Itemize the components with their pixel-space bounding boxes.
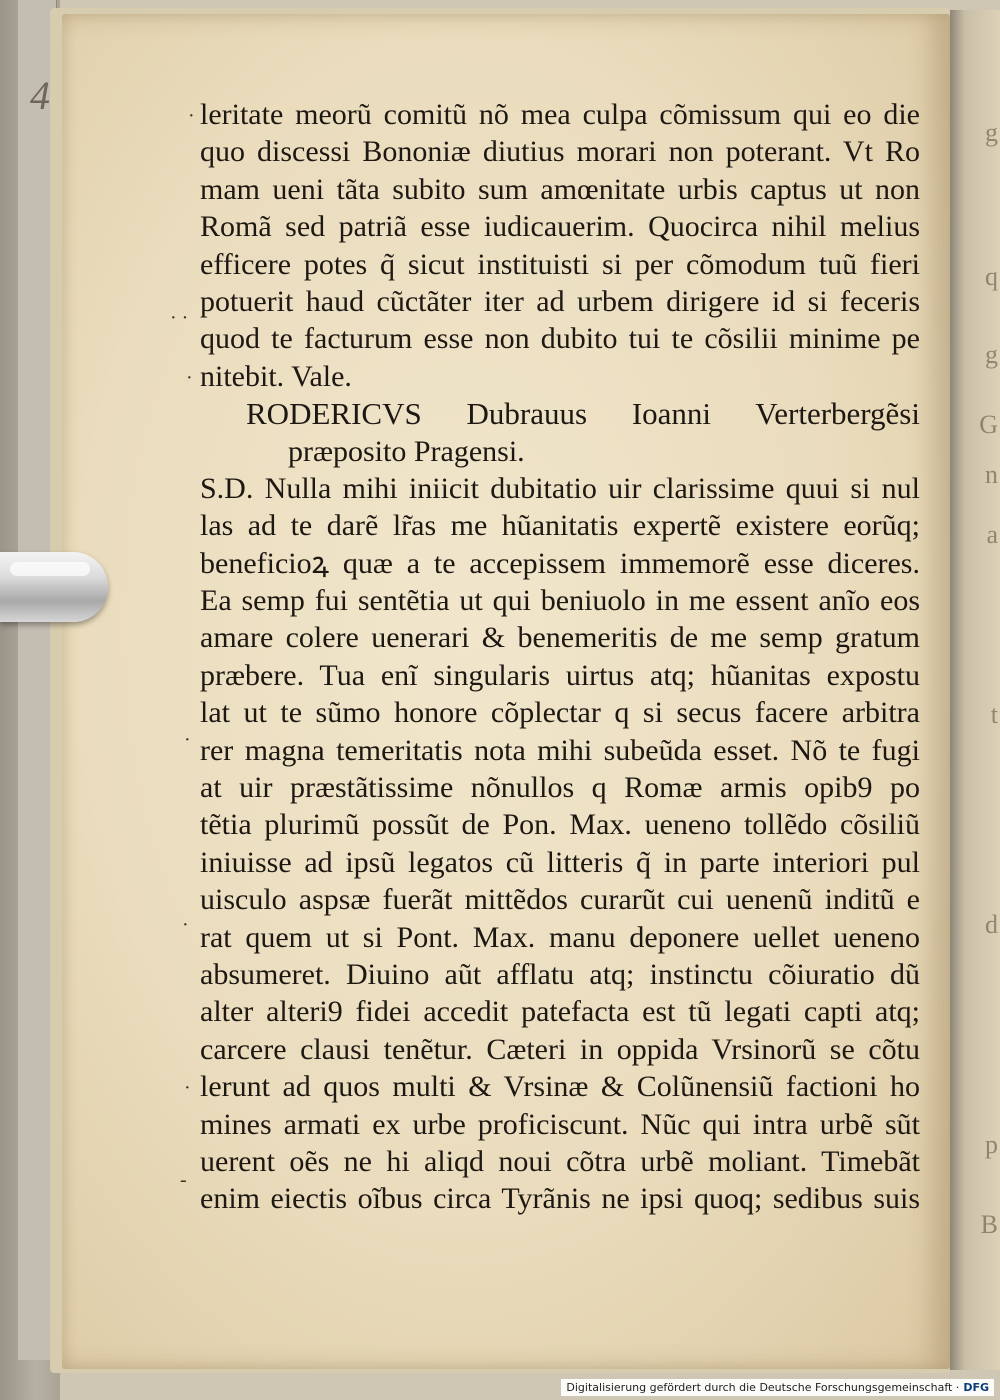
margin-mark: · — [184, 729, 191, 751]
text-line: Romã sed patriã esse iudicauerim. Quocirca nihil melius — [200, 210, 920, 244]
neighbor-letter: q — [985, 262, 998, 291]
text-line: beneficioꝝ quæ a te accepissem immemorẽ esse diceres. — [200, 546, 920, 580]
glass-page-weight — [0, 552, 108, 622]
margin-mark: · — [182, 914, 189, 936]
credit-text: Digitalisierung gefördert durch die Deutsche Forschungsgemeinschaft · — [566, 1381, 960, 1394]
text-line: at uir præstãtissime nõnullos q Romæ armis opib9 po — [200, 771, 920, 805]
corner-page-mark: 4 — [30, 73, 50, 118]
text-line: Ea semp fui sentẽtia ut qui beniuolo in me essent anĩo eos — [200, 584, 920, 618]
text-line: carcere clausi tenẽtur. Cæteri in oppida Vrsinorũ se cõtu — [200, 1032, 920, 1066]
text-line: amare colere uenerari & benemeritis de me semp gratum — [200, 621, 920, 655]
text-line: quod te facturum esse non dubito tui te cõsilii minime pe — [200, 322, 920, 356]
text-line: leritate meorũ comitũ nõ mea culpa cõmissum qui eo die — [200, 98, 920, 131]
text-line: mam ueni tãta subito sum amœnitate urbis captus ut non — [200, 172, 920, 206]
digitization-credit — [561, 1379, 994, 1396]
text-line: nitebit. Vale. — [200, 359, 352, 393]
margin-mark: - — [180, 1169, 187, 1191]
neighbor-letter: g — [985, 118, 998, 147]
margin-mark: · · — [170, 307, 189, 329]
text-line: tẽtia plurimũ possũt de Pon. Max. ueneno tollẽdo cõsiliũ — [200, 808, 920, 842]
neighbor-letter: n — [985, 460, 998, 489]
text-line: potuerit haud cũctãter iter ad urbem dirigere id si feceris — [200, 284, 920, 318]
letter-heading-cont: præposito Pragensi. — [288, 434, 525, 468]
text-line: uisculo aspsæ fuerãt mittẽdos curarũt cui uenenũ inditũ e — [200, 883, 920, 917]
text-line: uerent oẽs ne hi aliqd noui cõtra urbẽ moliant. Timebãt — [200, 1144, 920, 1178]
text-line: præbere. Tua enĩ singularis uirtus atq; hũanitas expostu — [200, 658, 920, 692]
neighbor-letter: a — [986, 520, 998, 549]
text-line: iniuisse ad ipsũ legatos cũ litteris q̃ in parte interiori pul — [200, 845, 920, 879]
text-line: alter alteri9 fidei accedit patefacta est tũ legati capti atq; — [200, 995, 920, 1029]
margin-mark: · — [186, 367, 193, 389]
text-line: efficere potes q̃ sicut instituisti si per cõmodum tuũ fieri — [200, 247, 920, 281]
text-line: enim eiectis oĩbus circa Tyrãnis ne ipsi quoq; sedibus suis — [200, 1182, 920, 1216]
text-line: rer magna temeritatis nota mihi subeũda esset. Nõ te fugi — [200, 733, 920, 767]
neighbor-letter: p — [985, 1130, 998, 1159]
dfg-logo: DFG — [963, 1381, 989, 1394]
neighbor-letter: B — [980, 1210, 998, 1239]
text-line: las ad te darẽ lr̃as me hũanitatis expertẽ existere eorũq; — [200, 509, 920, 543]
neighbor-letter: g — [985, 340, 998, 369]
text-line: mines armati ex urbe proficiscunt. Nũc qui intra urbẽ sũt — [200, 1107, 920, 1141]
neighbor-letter: d — [985, 910, 998, 939]
margin-mark: · — [188, 105, 195, 127]
text-line: rat quem ut si Pont. Max. manu deponere uellet ueneno — [200, 920, 920, 954]
text-line: S.D. Nulla mihi iniicit dubitatio uir clarissime quui si nul — [200, 471, 920, 505]
letter-heading: RODERICVS Dubrauus Ioanni Verterbergẽsi — [246, 396, 920, 432]
neighbor-letter: t — [990, 700, 998, 729]
text-line: quo discessi Bononiæ diutius morari non poterant. Vt Ro — [200, 135, 920, 169]
margin-mark: · — [184, 1077, 191, 1099]
neighbor-letter: G — [979, 410, 998, 439]
text-line: absumeret. Diuino aũt afflatu atq; instinctu cõiuratio dũ — [200, 957, 920, 991]
text-line: lat ut te sũmo honore cõplectar q si secus facere arbitra — [200, 696, 920, 730]
neighbor-page — [950, 10, 1000, 1370]
text-line: lerunt ad quos multi & Vrsinæ & Colũnensiũ factioni ho — [200, 1070, 920, 1104]
letter-text — [200, 96, 920, 1218]
